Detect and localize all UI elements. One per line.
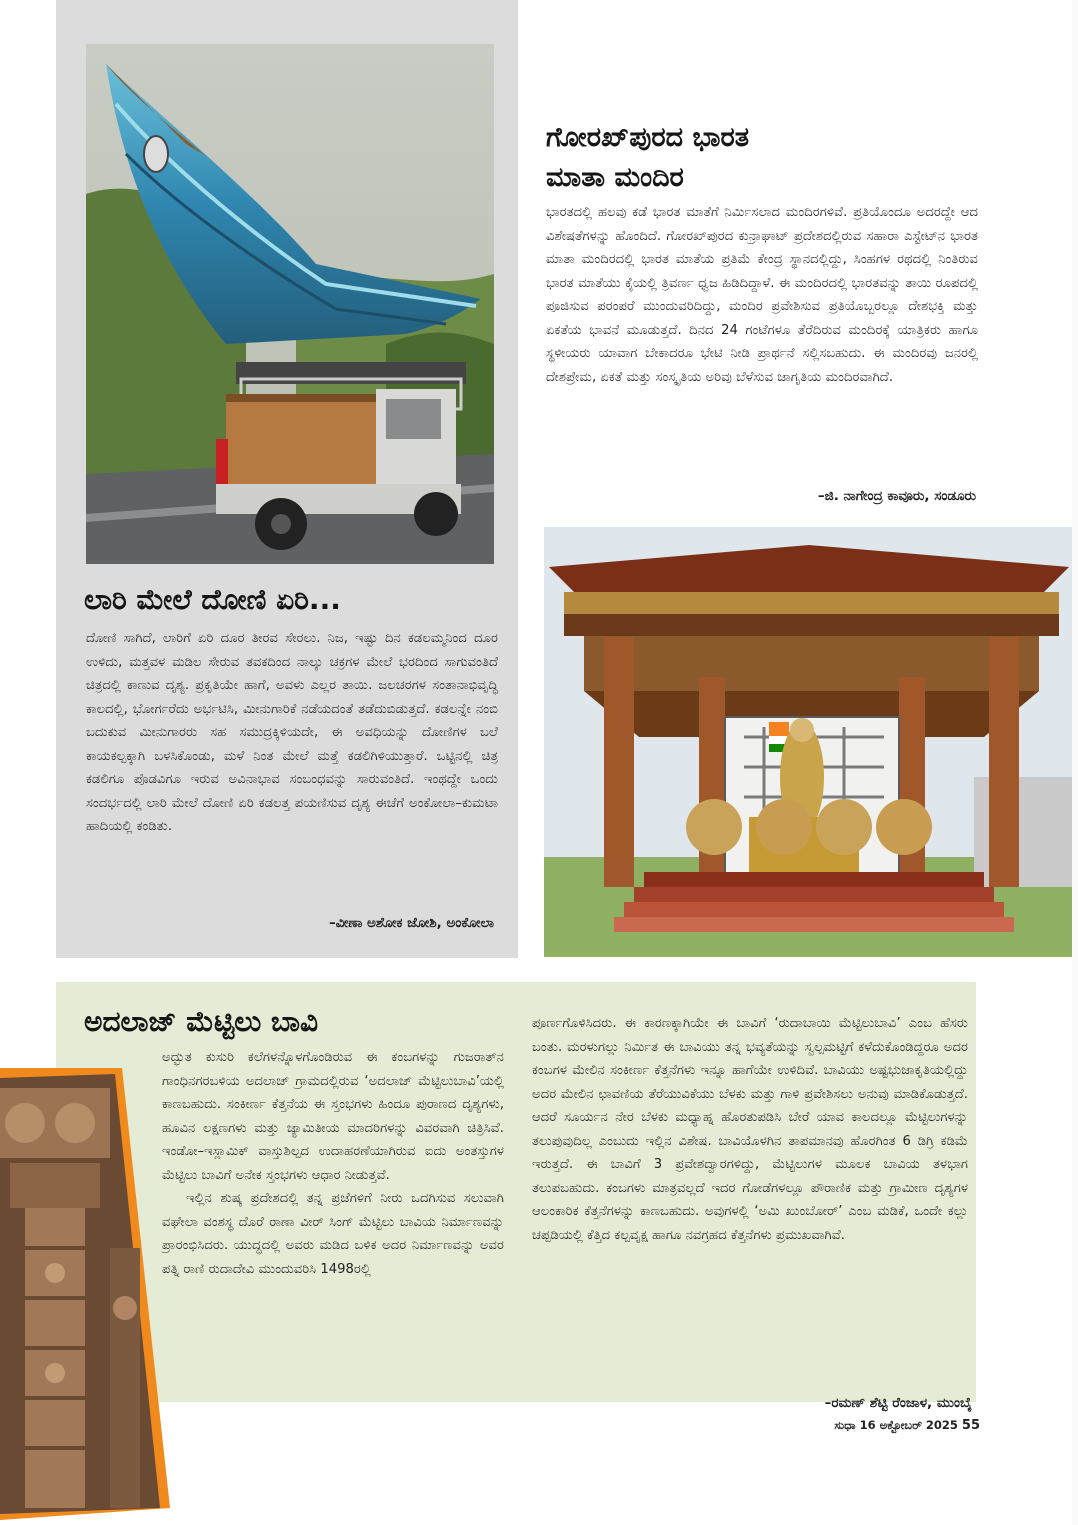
bharat-mata-temple-photo (544, 527, 1078, 957)
boat-on-truck-photo (86, 44, 494, 564)
stepwell-story-body-column2: ಪೂರ್ಣಗೊಳಿಸಿದರು. ಈ ಕಾರಣಕ್ಕಾಗಿಯೇ ಈ ಬಾವಿಗೆ ‘ರುದಾಬಾಯಿ ಮೆಟ್ಟಿಲುಬಾವಿ’ ಎಂಬ ಹೆಸರು ಬಂತು. ಮರಳುಗಲ್ಲು ನಿರ್ಮಿತ ಈ ಬಾವಿಯು ತನ್ನ ಭವ್ಯತೆಯನ್ನು ಸ್ವಲ್ಪಮಟ್ಟಿಗೆ ಕಳೆದುಕೊಂಡಿದ್ದರೂ ಅದರ ಕಂಬಗಳ ಮೇಲಿನ ಸಂಕೀರ್ಣ ಕೆತ್ತನೆಗಳು ಇನ್ನೂ ಹಾಗೆಯೇ ಉಳಿದಿವೆ. ಬಾವಿಯು ಅಷ್ಟಭುಜಾಕೃತಿಯಲ್ಲಿದ್ದು ಅದರ ಮೇಲಿನ ಛಾವಣಿಯ ತೆರೆಯುವಿಕೆಯು ಬೆಳಕು ಮತ್ತು ಗಾಳಿ ಪ್ರವೇಶಿಸಲು ಅನುವು ಮಾಡಿಕೊಡುತ್ತದೆ. ಆದರೆ ಸೂರ್ಯನ ನೇರ ಬೆಳಕು ಮಧ್ಯಾಹ್ನ ಹೊರತುಪಡಿಸಿ ಬೇರೆ ಯಾವ ಕಾಲದಲ್ಲೂ ಮೆಟ್ಟಿಲುಗಳನ್ನು ತಲುಪುವುದಿಲ್ಲ ಎಂಬುದು ಇಲ್ಲಿನ ವಿಶೇಷ. ಬಾವಿಯೊಳಗಿನ ತಾಪಮಾನವು ಹೊರಗಿಂತ 6 ಡಿಗ್ರಿ ಕಡಿಮೆ ಇರುತ್ತದೆ. ಈ ಬಾವಿಗೆ 3 ಪ್ರವೇಶದ್ವಾರಗಳಿದ್ದು, ಮೆಟ್ಟಿಲುಗಳ ಮೂಲಕ ಬಾವಿಯ ತಳಭಾಗ ತಲುಪಬಹುದು. ಕಂಬಗಳು ಮಾತ್ರವಲ್ಲದೆ ಇದರ ಗೋಡೆಗಳಲ್ಲೂ ಪೌರಾಣಿಕ ಮತ್ತು ಗ್ರಾಮೀಣ ದೃಶ್ಯಗಳ ಆಲಂಕಾರಿಕ ಕೆತ್ತನೆಗಳನ್ನು ಕಾಣಬಹುದು. ಅವುಗಳಲ್ಲಿ ‘ಅಮಿ ಖುಂಬೋರ್’ ಎಂಬ ಮಡಿಕೆ, ಒಂದೇ ಕಲ್ಲು ಚಪ್ಪಡಿಯಲ್ಲಿ ಕೆತ್ತಿದ ಕಲ್ಪವೃಕ್ಷ ಹಾಗೂ ನವಗ್ರಹದ ಕೆತ್ತನೆಗಳು ಪ್ರಮುಖವಾಗಿವೆ. (532, 1016, 968, 1243)
boat-story-byline: –ವೀಣಾ ಅಶೋಕ ಜೋಶಿ, ಅಂಕೋಲಾ (328, 915, 494, 931)
stepwell-story-title: ಅದಲಾಜ್ ಮೆಟ್ಟಿಲು ಬಾವಿ (84, 1005, 319, 1038)
temple-title-line1: ಗೋರಖ್‌ಪುರದ ಭಾರತ (546, 122, 750, 153)
temple-story-title (546, 118, 966, 198)
boat-story-body: ದೋಣಿ ಸಾಗಿದೆ, ಲಾರಿಗೆ ಏರಿ ದೂರ ತೀರವ ಸೇರಲು. ನಿಜ, ಇಷ್ಟು ದಿನ ಕಡಲಮ್ಮನಿಂದ ದೂರ ಉಳಿದು, ಮತ್ತವಳ ಮಡಿಲ ಸೇರುವ ತವಕದಿಂದ ನಾಲ್ಕು ಚಕ್ರಗಳ ಮೇಲೆ ಭರದಿಂದ ಸಾಗುವಂತಿದೆ ಚಿತ್ರದಲ್ಲಿ ಕಾಣುವ ದೃಶ್ಯ. ಪ್ರಕೃತಿಯೇ ಹಾಗೆ, ಅವಳು ಎಲ್ಲರ ತಾಯಿ. ಜಲಚರಗಳ ಸಂತಾನಾಭಿವೃದ್ಧಿ ಕಾಲದಲ್ಲಿ, ಭೋರ್ಗರೆದು ಅರ್ಭಟಿಸಿ, ಮೀನುಗಾರಿಕೆ ನಡೆಯದಂತೆ ತಡೆದುಬಿಡುತ್ತದೆ. ಕಡಲನ್ನೇ ನಂಬಿ ಬದುಕುವ ಮೀನುಗಾರರು ಸಹ ಸಮುದ್ರಕ್ಕಿಳಿಯದೇ, ಈ ಅವಧಿಯನ್ನು ದೋಣಿಗಳ ಬಲೆ ಕಾಯಕಲ್ಪಕ್ಕಾಗಿ ಬಳಸಿಕೊಂಡು, ಮಳೆ ನಿಂತ ಮೇಲೆ ಮತ್ತೆ ಕಡಲಿಗಿಳಿಯುತ್ತಾರೆ. ಒಟ್ಟಿನಲ್ಲಿ ಚಿತ್ರ ಕಡಲಿಗೂ ಪೊಡವಿಗೂ ಇರುವ ಅವಿನಾಭಾವ ಸಂಬಂಧವನ್ನು ಸಾರುವಂತಿದೆ. ಇಂಥದ್ದೇ ಒಂದು ಸಂದರ್ಭದಲ್ಲಿ ಲಾರಿ ಮೇಲೆ ದೋಣಿ ಏರಿ ಕಡಲತ್ತ ಪಯಣಿಸುವ ದೃಶ್ಯ ಈಚೆಗೆ ಅಂಕೋಲಾ–ಕುಮಟಾ ಹಾದಿಯಲ್ಲಿ ಕಂಡಿತು. (86, 631, 498, 834)
stepwell-paragraph-2: ಇಲ್ಲಿನ ಶುಷ್ಕ ಪ್ರದೇಶದಲ್ಲಿ ತನ್ನ ಪ್ರಜೆಗಳಿಗೆ ನೀರು ಒದಗಿಸುವ ಸಲುವಾಗಿ ವಘೇಲಾ ವಂಶಸ್ಥ ದೊರೆ ರಾಣಾ ವೀರ್ ಸಿಂಗ್ ಮೆಟ್ಟಿಲು ಬಾವಿಯ ನಿರ್ಮಾಣವನ್ನು ಪ್ರಾರಂಭಿಸಿದರು. ಯುದ್ಧದಲ್ಲಿ ಅವರು ಮಡಿದ ಬಳಿಕ ಅದರ ನಿರ್ಮಾಣವನ್ನು ಅವರ ಪತ್ನಿ ರಾಣಿ ರುದಾದೇವಿ ಮುಂದುವರಿಸಿ 1498ರಲ್ಲಿ (162, 1191, 504, 1277)
page-footer (790, 1418, 980, 1433)
temple-story-body: ಭಾರತದಲ್ಲಿ ಹಲವು ಕಡೆ ಭಾರತ ಮಾತೆಗೆ ನಿರ್ಮಿಸಲಾದ ಮಂದಿರಗಳಿವೆ. ಪ್ರತಿಯೊಂದೂ ಅದರದ್ದೇ ಆದ ವಿಶೇಷತೆಗಳನ್ನು ಹೊಂದಿದೆ. ಗೋರಖ್‌ಪುರದ ಕುನ್ರಾಘಾಟ್ ಪ್ರದೇಶದಲ್ಲಿರುವ ಸಹಾರಾ ಎಸ್ಟೇಟ್‌ನ ಭಾರತ ಮಾತಾ ಮಂದಿರದಲ್ಲಿ ಭಾರತ ಮಾತೆಯ ಪ್ರತಿಮೆ ಕೇಂದ್ರ ಸ್ಥಾನದಲ್ಲಿದ್ದು, ಸಿಂಹಗಳ ರಥದಲ್ಲಿ ನಿಂತಿರುವ ಭಾರತ ಮಾತೆಯು ಕೈಯಲ್ಲಿ ತ್ರಿವರ್ಣ ಧ್ವಜ ಹಿಡಿದಿದ್ದಾಳೆ. ಈ ಮಂದಿರದಲ್ಲಿ ಭಾರತವನ್ನು ತಾಯಿ ರೂಪದಲ್ಲಿ ಪೂಜಿಸುವ ಪರಂಪರೆ ಮುಂದುವರಿದಿದ್ದು, ಮಂದಿರ ಪ್ರವೇಶಿಸುವ ಪ್ರತಿಯೊಬ್ಬರಲ್ಲೂ ದೇಶಭಕ್ತಿ ಮತ್ತು ಏಕತೆಯ ಭಾವನೆ ಮೂಡುತ್ತದೆ. ದಿನದ 24 ಗಂಟೆಗಳೂ ತೆರೆದಿರುವ ಮಂದಿರಕ್ಕೆ ಯಾತ್ರಿಕರು ಹಾಗೂ ಸ್ಥಳೀಯರು ಯಾವಾಗ ಬೇಕಾದರೂ ಭೇಟಿ ನೀಡಿ ಪ್ರಾರ್ಥನೆ ಸಲ್ಲಿಸಬಹುದು. ಈ ಮಂದಿರವು ಜನರಲ್ಲಿ ದೇಶಪ್ರೇಮ, ಏಕತೆ ಮತ್ತು ಸಂಸ್ಕೃತಿಯ ಅರಿವು ಬೆಳೆಸುವ ಜಾಗೃತಿಯ ಮಂದಿರವಾಗಿದೆ. (546, 205, 978, 385)
temple-title-line2: ಮಾತಾ ಮಂದಿರ (546, 162, 684, 193)
adalaj-stepwell-pillars-photo (0, 1068, 170, 1520)
stepwell-story-byline: –ರಮಣ್ ಶೆಟ್ಟಿ ರೆಂಜಾಳ, ಮುಂಬೈ (824, 1395, 972, 1411)
stepwell-story-body-column1 (162, 1046, 504, 1281)
page-number: 55 (961, 1418, 980, 1433)
issue-info: ಸುಧಾ 16 ಅಕ್ಟೋಬರ್ 2025 (834, 1418, 958, 1432)
page-edge (1072, 0, 1078, 1525)
stepwell-paragraph-1: ಅದ್ಭುತ ಕುಸುರಿ ಕಲೆಗಳನ್ನೊಳಗೊಂಡಿರುವ ಈ ಕಂಬಗಳನ್ನು ಗುಜರಾತ್‌ನ ಗಾಂಧಿನಗರಬಳಿಯ ಅದಲಾಜ್ ಗ್ರಾಮದಲ್ಲಿರುವ ‘ಅದಲಾಜ್ ಮೆಟ್ಟಿಲುಬಾವಿ’ಯಲ್ಲಿ ಕಾಣಬಹುದು. ಸಂಕೀರ್ಣ ಕೆತ್ತನೆಯ ಈ ಸ್ತಂಭಗಳು ಹಿಂದೂ ಪುರಾಣದ ದೃಶ್ಯಗಳು, ಹೂವಿನ ಲಕ್ಷಣಗಳು ಮತ್ತು ಜ್ಯಾಮಿತೀಯ ಮಾದರಿಗಳನ್ನು ವಿವರವಾಗಿ ಚಿತ್ರಿಸಿವೆ. ಇಂಡೋ–ಇಸ್ಲಾಮಿಕ್ ವಾಸ್ತುಶಿಲ್ಪದ ಉದಾಹರಣೆಯಾಗಿರುವ ಐದು ಅಂತಸ್ತುಗಳ ಮೆಟ್ಟಿಲು ಬಾವಿಗೆ ಅನೇಕ ಸ್ತಂಭಗಳು ಆಧಾರ ನೀಡುತ್ತವೆ. (162, 1050, 504, 1183)
boat-story-title: ಲಾರಿ ಮೇಲೆ ದೋಣಿ ಏರಿ... (84, 583, 341, 616)
temple-story-byline: –ಜಿ. ನಾಗೇಂದ್ರ ಕಾವೂರು, ಸಂಡೂರು (817, 488, 976, 504)
